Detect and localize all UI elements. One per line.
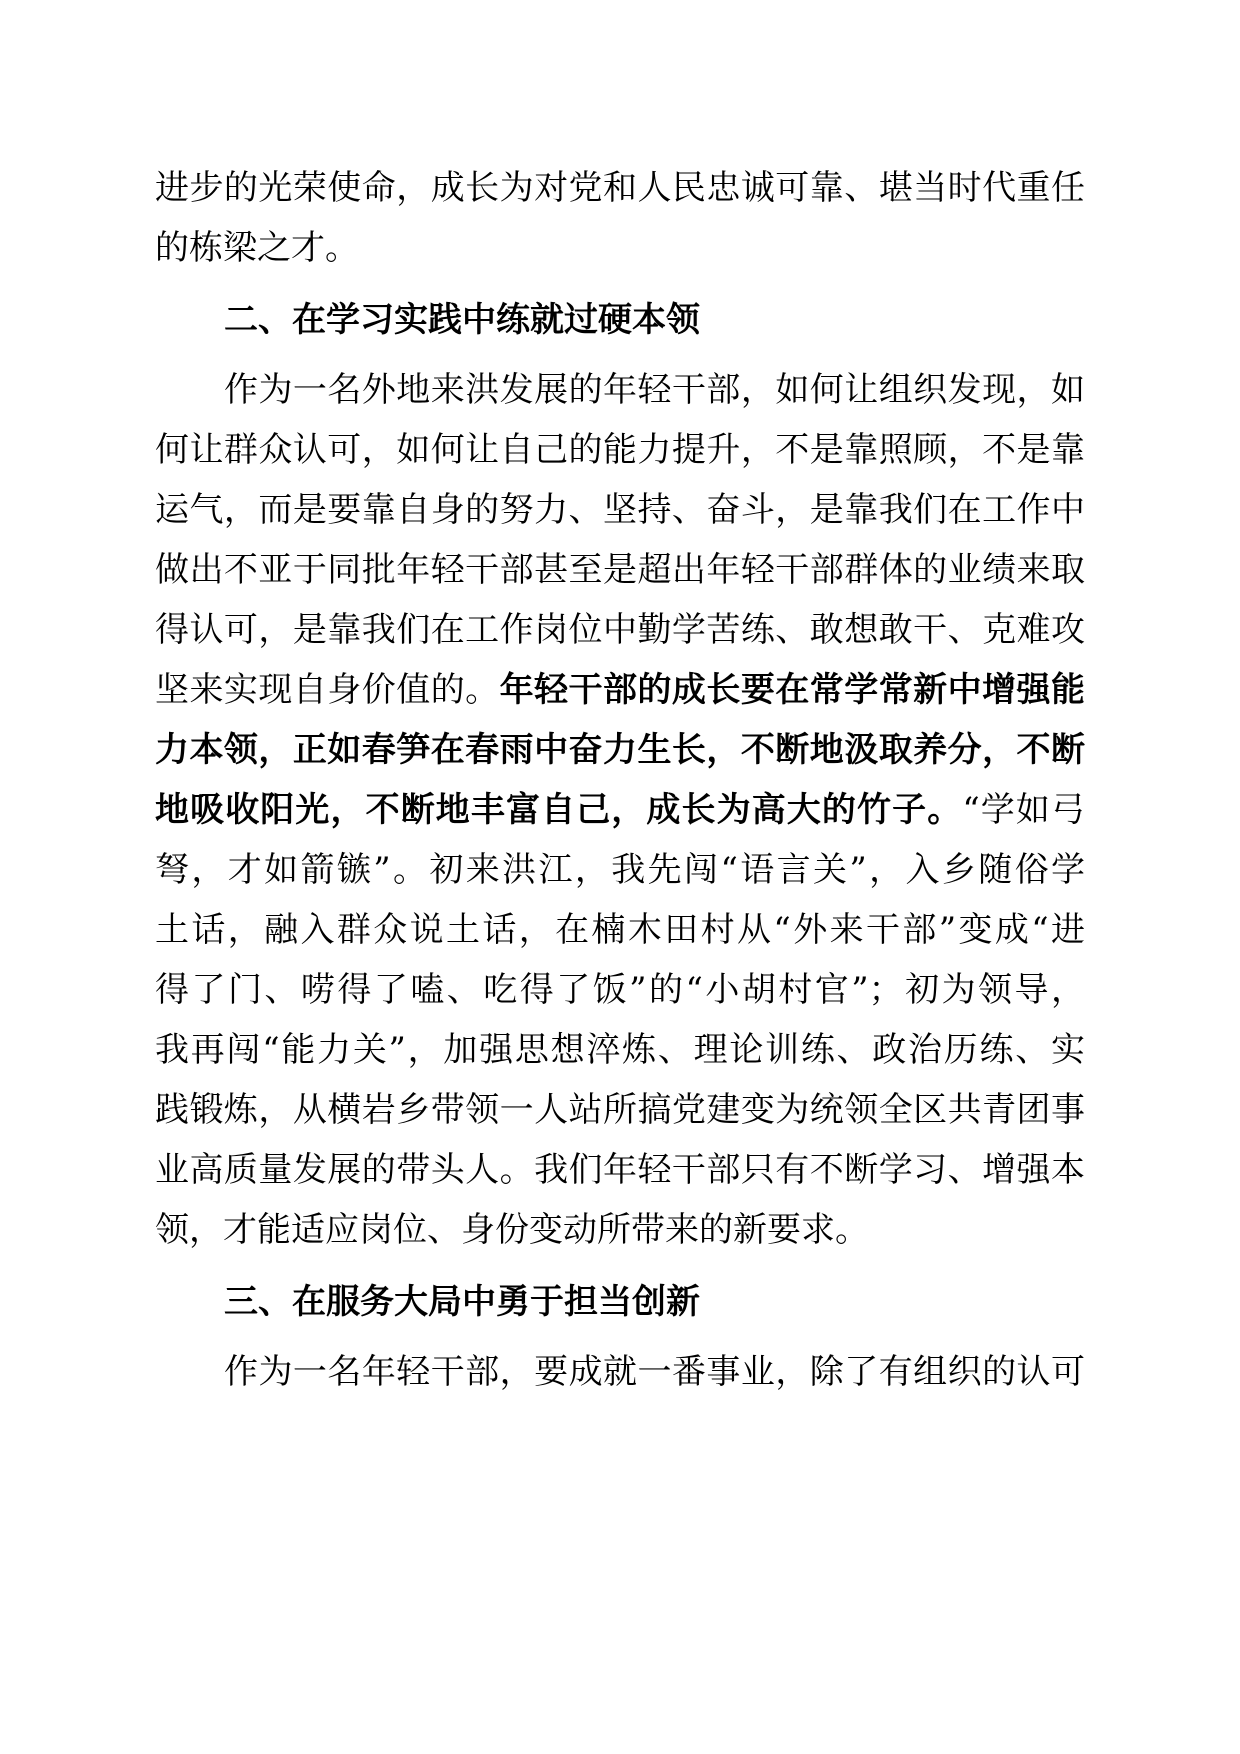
paragraph-line-mixed [155, 788, 1085, 832]
emphasis-text: 地吸收阳光，不断地丰富自己，成长为高大的竹子。 [155, 790, 963, 830]
paragraph-line: 弩，才如箭镞”。初来洪江，我先闯“语言关”，入乡随俗学 [155, 850, 1085, 890]
section-heading-2: 二、在学习实践中练就过硬本领 [224, 300, 700, 340]
emphasis-text: 年轻干部的成长要在常学常新中增强能 [499, 670, 1085, 710]
normal-text: “学如弓 [962, 790, 1085, 830]
section-heading-3: 三、在服务大局中勇于担当创新 [224, 1282, 700, 1322]
paragraph-line: 我再闯“能力关”，加强思想淬炼、理论训练、政治历练、实 [155, 1030, 1085, 1070]
paragraph-line: 何让群众认可，如何让自己的能力提升，不是靠照顾，不是靠 [155, 430, 1085, 470]
paragraph-line: 运气，而是要靠自身的努力、坚持、奋斗，是靠我们在工作中 [155, 490, 1085, 530]
paragraph-line: 进步的光荣使命，成长为对党和人民忠诚可靠、堪当时代重任 [155, 168, 1085, 208]
paragraph-line: 做出不亚于同批年轻干部甚至是超出年轻干部群体的业绩来取 [155, 550, 1085, 590]
paragraph-line: 作为一名年轻干部，要成就一番事业，除了有组织的认可 [224, 1352, 1085, 1392]
paragraph-line: 土话，融入群众说土话，在楠木田村从“外来干部”变成“进 [155, 910, 1085, 950]
paragraph-line: 得了门、唠得了嗑、吃得了饭”的“小胡村官”；初为领导， [155, 970, 1085, 1010]
paragraph-line: 业高质量发展的带头人。我们年轻干部只有不断学习、增强本 [155, 1150, 1085, 1190]
normal-text: 坚来实现自身价值的。 [155, 670, 500, 710]
paragraph-line: 得认可，是靠我们在工作岗位中勤学苦练、敢想敢干、克难攻 [155, 610, 1085, 650]
paragraph-line: 作为一名外地来洪发展的年轻干部，如何让组织发现，如 [224, 370, 1085, 410]
emphasis-line: 力本领，正如春笋在春雨中奋力生长，不断地汲取养分，不断 [155, 730, 1085, 770]
paragraph-line: 践锻炼，从横岩乡带领一人站所搞党建变为统领全区共青团事 [155, 1090, 1085, 1130]
paragraph-line: 领，才能适应岗位、身份变动所带来的新要求。 [155, 1210, 869, 1250]
paragraph-line-mixed [155, 668, 1085, 712]
paragraph-line: 的栋梁之才。 [155, 228, 359, 268]
